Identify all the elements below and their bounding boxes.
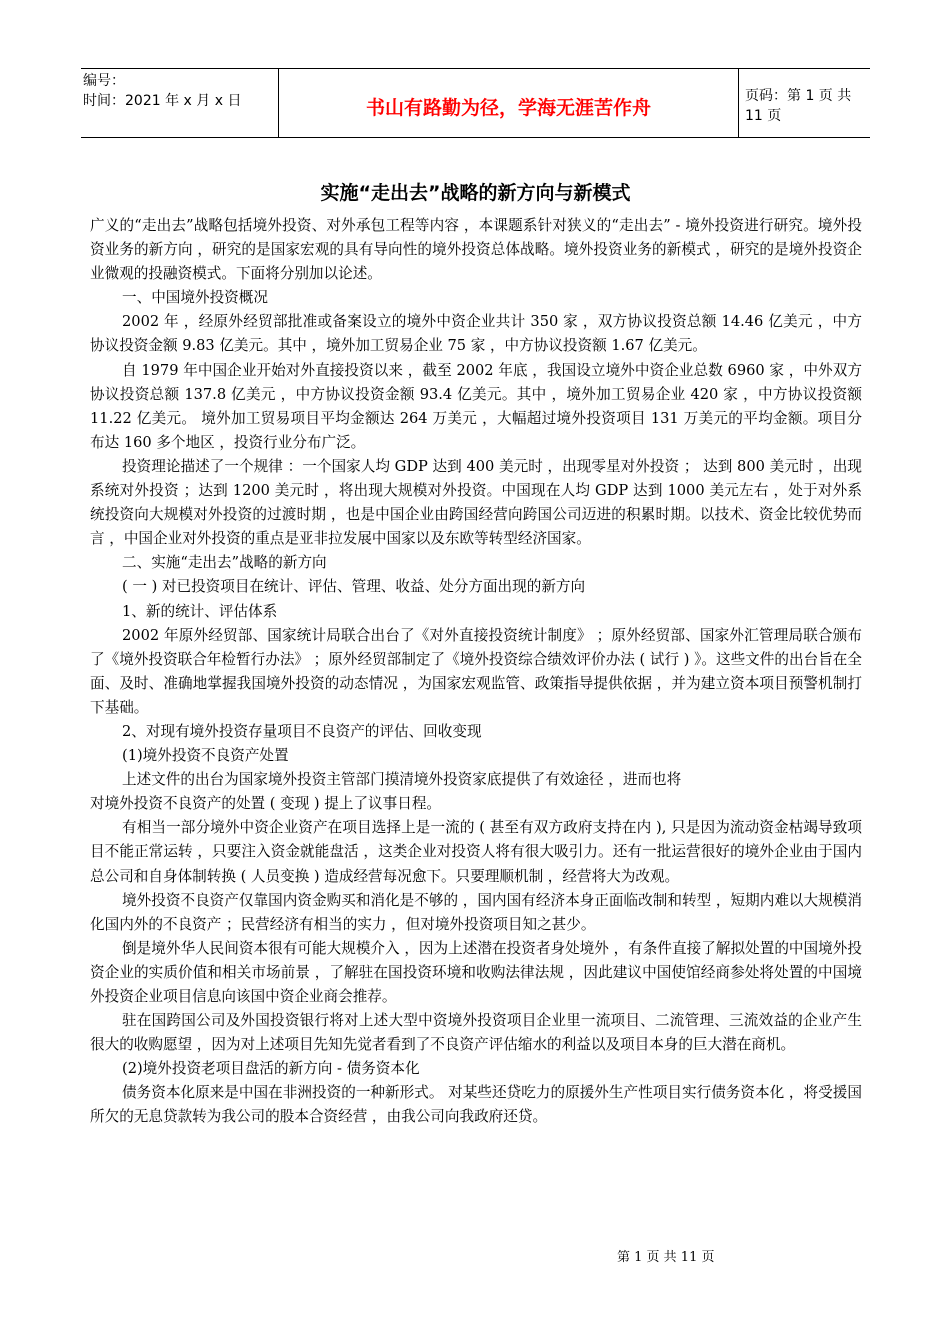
header-slogan: 书山有路勤为径，学海无涯苦作舟 [365,96,651,119]
section-heading: 二、实施“走出去”战略的新方向 [122,554,327,572]
paragraph: 2002 年原外经贸部、国家统计局联合出台了《对外直接投资统计制度》 ；原外经贸部、国家外汇管理局联合颁布了《境外投资联合年检暂行办法》 ；原外经贸部制定了《境外投资综合绩效评价办法 ( 试行 ) 》。这些文件的出台旨在全面、及时、准确地掌握我国境外投资的动态情况 ，为国家宏观监管、政策指导提供依据 ，并为建立资本项目预警机制打下基础。 [90,626,862,716]
document-body [90,214,862,1130]
subsection-heading: ( 一 ) 对已投资项目在统计、评估、管理、收益、处分方面出现的新方向 [122,578,586,596]
header-left-cell [81,69,279,137]
header-page-label: 页码：第 1 页 共 11 页 [745,88,852,124]
header-page-cell [739,69,870,137]
paragraph: 债务资本化原来是中国在非洲投资的一种新形式。 对某些还贷吃力的原援外生产性项目实行债务资本化 ，将受援国所欠的无息贷款转为我公司的股本合资经营 ，由我公司向我政府还贷。 [90,1084,862,1126]
paragraph: 倒是境外华人民间资本很有可能大规模介入 ，因为上述潜在投资者身处境外 ，有条件直接了解拟处置的中国境外投资企业的实质价值和相关市场前景 ，了解驻在国投资环境和收购法律法规 ，因此建议中国使馆经商参处将处置的中国境外投资企业项目信息向该国中资企业商会推荐。 [90,939,862,1005]
subsection-heading: 2、对现有境外投资存量项目不良资产的评估、回收变现 [122,722,482,740]
paragraph: 对境外投资不良资产的处置 ( 变现 ) 提上了议事日程。 [90,795,442,813]
paragraph: 境外投资不良资产仅靠国内资金购买和消化是不够的 ，国内国有经济本身正面临改制和转型 ，短期内难以大规模消化国内外的不良资产 ；民营经济有相当的实力 ，但对境外投资项目知之甚少。 [90,891,862,933]
document-time-label: 时间：2021 年 x 月 x 日 [83,93,242,109]
paragraph: 投资理论描述了一个规律 ：一个国家人均 GDP 达到 400 美元时 ，出现零星对外投资 ； 达到 800 美元时 ，出现系统对外投资 ；达到 1200 美元时 ，将出现大规模对外投资。中国现在人均 GDP 达到 1000 美元左右 ，处于对外系统投资向大规模对外投资的过渡时期 ，也是中国企业由跨国经营向跨国公司迈进的积累时期。以技术、资金比较优势而言 ，中国企业对外投资的重点是亚非拉发展中国家以及东欧等转型经济国家。 [90,457,862,548]
subsection-heading: (2)境外投资老项目盘活的新方向 - 债务资本化 [122,1060,420,1078]
section-heading: 一、中国境外投资概况 [122,289,268,307]
paragraph: 2002 年 ，经原外经贸部批准或备案设立的境外中资企业共计 350 家 ，双方协议投资总额 14.46 亿美元 ，中方协议投资金额 9.83 亿美元。其中 ，境外加工贸易企业 75 家 ，中方协议投资额 1.67 亿美元。 [90,313,862,355]
document-title: 实施“走出去”战略的新方向与新模式 [320,182,631,204]
paragraph: 自 1979 年中国企业开始对外直接投资以来 ，截至 2002 年底 ，我国设立境外中资企业总数 6960 家 ，中外双方协议投资总额 137.8 亿美元 ，中方协议投资金额 93.4 亿美元。其中 ，境外加工贸易企业 420 家 ，中方协议投资额 11.22 亿美元。 境外加工贸易项目平均金额达 264 万美元 ，大幅超过境外投资项目 131 万美元的平均金额。项目分布达 160 多个地区 ，投资行业分布广泛。 [90,361,862,451]
subsection-heading: 1、新的统计、评估体系 [122,602,278,620]
subsection-heading: (1)境外投资不良资产处置 [122,747,289,765]
page-footer: 第 1 页 共 11 页 [617,1250,715,1265]
header-table [81,68,870,138]
paragraph: 驻在国跨国公司及外国投资银行将对上述大型中资境外投资项目企业里一流项目、二流管理、三流效益的企业产生很大的收购愿望 ，因为对上述项目先知先觉者看到了不良资产评估缩水的利益以及项目本身的巨大潜在商机。 [90,1012,862,1054]
document-number-label: 编号： [83,73,125,89]
header-slogan-cell [279,69,739,137]
paragraph: 广义的“走出去”战略包括境外投资、对外承包工程等内容 ，本课题系针对狭义的“走出去” - 境外投资进行研究。境外投资业务的新方向 ，研究的是国家宏观的具有导向性的境外投资总体战略。境外投资业务的新模式 ，研究的是境外投资企业微观的投融资模式。下面将分别加以论述。 [90,217,862,283]
paragraph: 有相当一部分境外中资企业资产在项目选择上是一流的 ( 甚至有双方政府支持在内 ), 只是因为流动资金枯竭导致项目不能正常运转 ，只要注入资金就能盘活 ，这类企业对投资人将有很大吸引力。还有一批运营很好的境外企业由于国内总公司和自身体制转换 ( 人员变换 ) 造成经营每况愈下。只要理顺机制 ，经营将大为改观。 [90,819,862,885]
paragraph: 上述文件的出台为国家境外投资主管部门摸清境外投资家底提供了有效途径 ，进而也将 [122,771,682,789]
